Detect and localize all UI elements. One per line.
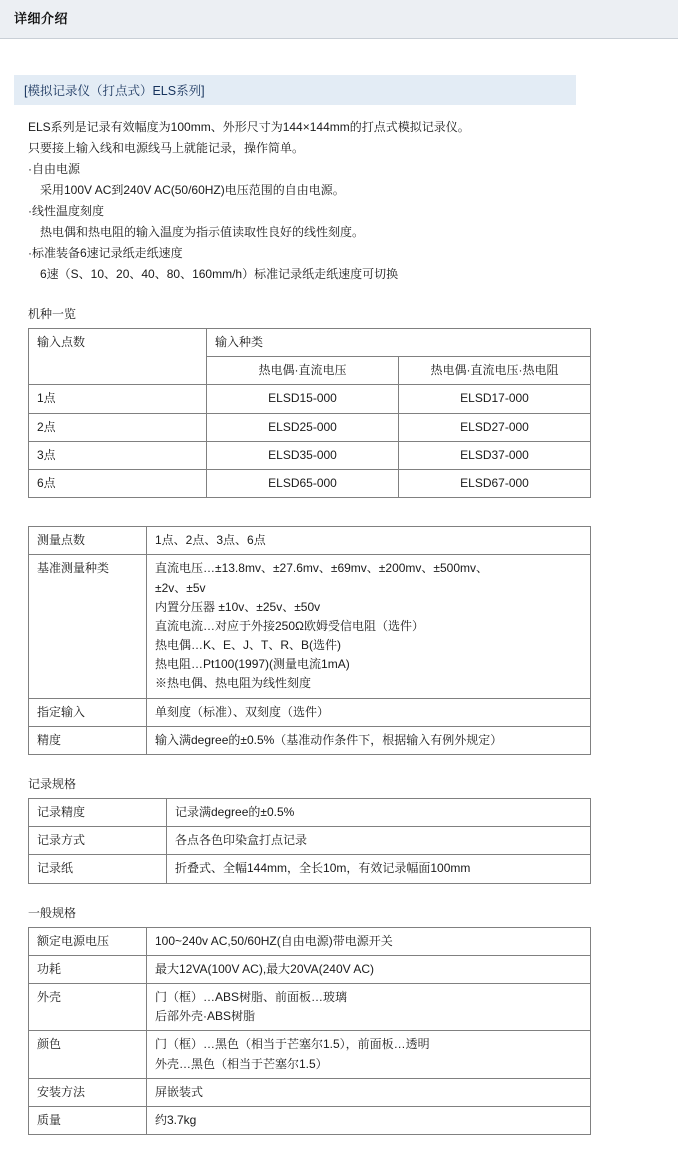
spec-label: 精度	[29, 726, 147, 754]
table-row	[29, 726, 591, 754]
spec-value-line: 约3.7kg	[155, 1112, 197, 1127]
spec-value	[147, 726, 591, 754]
models-type1-value: ELSD25-000	[207, 413, 399, 441]
spec-value-line: 直流电压…±13.8mv、±27.6mv、±69mv、±200mv、±500mv、	[155, 561, 489, 576]
models-section-label: 机种一览	[28, 307, 77, 321]
models-header-type1: 热电偶·直流电压	[207, 357, 399, 385]
models-type1-value: ELSD65-000	[207, 469, 399, 497]
description-line: ·标准装备6速记录纸走纸速度	[28, 246, 183, 260]
spec-value-line: 热电偶…K、E、J、T、R、B(选件)	[155, 638, 342, 653]
spec-value-line: 内置分压器 ±10v、±25v、±50v	[155, 599, 321, 614]
spec-value-line: 门（框）…黑色（相当于芒塞尔1.5），前面板…透明	[155, 1037, 430, 1052]
spec-value-line: 最大12VA(100V AC),最大20VA(240V AC)	[155, 961, 374, 976]
models-points: 3点	[29, 441, 207, 469]
table-row	[29, 927, 591, 955]
models-type1-value: ELSD35-000	[207, 441, 399, 469]
table-row	[29, 955, 591, 983]
spec-label: 记录精度	[29, 799, 167, 827]
models-points: 1点	[29, 385, 207, 413]
spec-value-line: ±2v、±5v	[155, 580, 206, 595]
spec-value-line: 门（框）…ABS树脂、前面板…玻璃	[155, 989, 348, 1004]
table-row	[29, 1078, 591, 1106]
spec-value	[167, 855, 591, 883]
table-row	[29, 799, 591, 827]
models-type2-value: ELSD27-000	[399, 413, 591, 441]
table-gap	[14, 498, 664, 512]
spec-value-line: 后部外壳·ABS树脂	[155, 1009, 256, 1024]
measurement-table	[28, 526, 591, 755]
description-line: ·线性温度刻度	[28, 204, 104, 218]
spec-label: 记录纸	[29, 855, 167, 883]
table-row	[29, 469, 591, 497]
spec-value	[147, 955, 591, 983]
spec-label: 额定电源电压	[29, 927, 147, 955]
spec-label: 记录方式	[29, 827, 167, 855]
spec-value-line: 折叠式、全幅144mm，全长10m，有效记录幅面100mm	[175, 861, 471, 876]
description-line: 采用100V AC到240V AC(50/60HZ)电压范围的自由电源。	[40, 183, 345, 197]
spec-value	[147, 1078, 591, 1106]
spec-label: 质量	[29, 1106, 147, 1134]
table-row	[29, 413, 591, 441]
spec-value-line: 各点各色印染盒打点记录	[175, 833, 308, 848]
spec-value	[147, 698, 591, 726]
spec-value	[147, 527, 591, 555]
spec-value-line: ※热电偶、热电阻为线性刻度	[155, 676, 312, 691]
spec-value-line: 输入满degree的±0.5%（基准动作条件下，根据输入有例外规定）	[155, 732, 503, 747]
table-row	[29, 527, 591, 555]
models-points: 2点	[29, 413, 207, 441]
spec-value-line: 外壳…黑色（相当于芒塞尔1.5）	[155, 1056, 328, 1071]
models-type2-value: ELSD17-000	[399, 385, 591, 413]
table-row	[29, 855, 591, 883]
spec-value-line: 100~240v AC,50/60HZ(自由电源)带电源开关	[155, 933, 393, 948]
table-header-row	[29, 329, 591, 357]
spec-value	[147, 1031, 591, 1078]
page-title: 详细介绍	[14, 11, 69, 26]
models-table	[28, 328, 591, 498]
spec-value	[167, 799, 591, 827]
top-spacer	[14, 39, 664, 75]
description-line: ·自由电源	[28, 162, 80, 176]
spec-value	[147, 927, 591, 955]
spec-label: 颜色	[29, 1031, 147, 1078]
record-table	[28, 798, 591, 884]
general-table	[28, 927, 591, 1136]
description-line: 6速（S、10、20、40、80、160mm/h）标准记录纸走纸速度可切换	[40, 267, 399, 281]
product-title-band	[14, 75, 576, 105]
spec-value-line: 1点、2点、3点、6点	[155, 533, 266, 548]
table-row	[29, 385, 591, 413]
table-row	[29, 1106, 591, 1134]
spec-label: 测量点数	[29, 527, 147, 555]
spec-label: 指定输入	[29, 698, 147, 726]
description-line: 热电偶和热电阻的输入温度为指示值读取性良好的线性刻度。	[40, 225, 365, 239]
table-row	[29, 1031, 591, 1078]
spec-value-line: 单刻度（标准）、双刻度（选件）	[155, 704, 330, 719]
record-section-label: 记录规格	[28, 777, 77, 791]
models-type2-value: ELSD67-000	[399, 469, 591, 497]
general-section-label: 一般规格	[28, 905, 77, 920]
spec-value-line: 屏嵌装式	[155, 1084, 204, 1099]
spec-value-line: 热电阻…Pt100(1997)(测量电流1mA)	[155, 657, 350, 672]
table-row	[29, 983, 591, 1030]
table-row	[29, 827, 591, 855]
table-row	[29, 698, 591, 726]
models-header-type2: 热电偶·直流电压·热电阻	[399, 357, 591, 385]
models-header-points: 输入点数	[29, 329, 207, 385]
models-type1-value: ELSD15-000	[207, 385, 399, 413]
spec-value	[167, 827, 591, 855]
spec-label: 功耗	[29, 955, 147, 983]
description-line: ELS系列是记录有效幅度为100mm、外形尺寸为144×144mm的打点式模拟记录仪。	[28, 120, 470, 134]
spec-value-line: 直流电流…对应于外接250Ω欧姆受信电阻（选件）	[155, 618, 424, 633]
spec-value	[147, 983, 591, 1030]
table-gap	[14, 512, 664, 526]
spec-label: 外壳	[29, 983, 147, 1030]
description-line: 只要接上输入线和电源线马上就能记录，操作简单。	[28, 141, 305, 155]
product-title: [模拟记录仪（打点式）ELS系列]	[24, 84, 205, 98]
models-header-types: 输入种类	[207, 329, 591, 357]
spec-value	[147, 555, 591, 698]
page-header	[0, 0, 678, 39]
spec-label: 安装方法	[29, 1078, 147, 1106]
spec-value-line: 记录满degree的±0.5%	[175, 805, 295, 819]
spec-value	[147, 1106, 591, 1134]
table-row	[29, 555, 591, 698]
product-description	[14, 117, 664, 285]
page-content	[0, 39, 678, 1153]
spec-label: 基准测量种类	[29, 555, 147, 698]
models-type2-value: ELSD37-000	[399, 441, 591, 469]
models-points: 6点	[29, 469, 207, 497]
table-row	[29, 441, 591, 469]
